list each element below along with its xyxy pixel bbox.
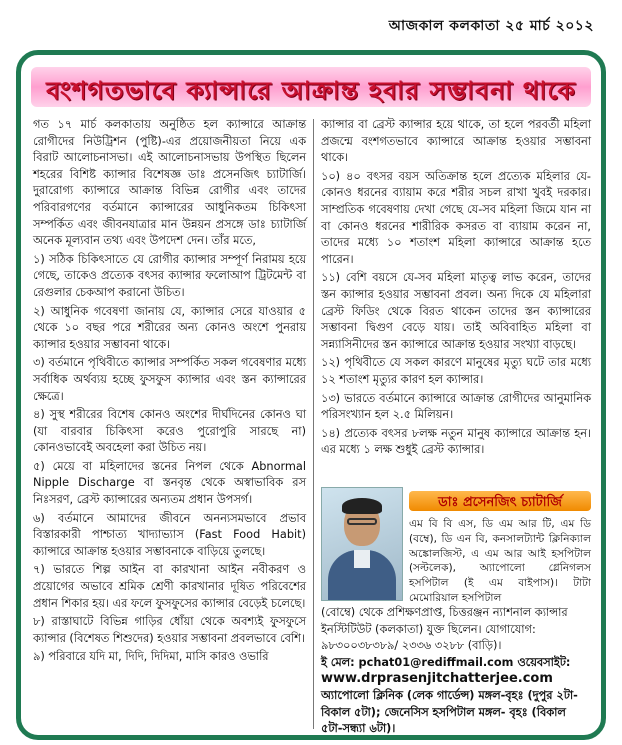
right-paragraph: ১২) পৃথিবীতে যে সকল কারণে মানুষের মৃত্যু ঘটে তার মধ্যে ১২ শতাংশ মৃত্যুর কারণ হল ক্যান্সার। [321,356,591,386]
doctor-name: ডাঃ প্রসেনজিৎ চ্যাটার্জি [438,495,562,510]
article-frame [16,50,606,740]
website-link[interactable]: www.drprasenjitchatterjee.com [321,671,553,687]
right-paragraph: ১১) বেশি বয়সে যে-সব মহিলা মাতৃত্ব লাভ করেন, তাদের স্তন ক্যান্সার হওয়ার সম্ভাবনা প্রবল। অন্য দিকে যে মহিলারা ব্রেস্ট ফিডিং থেকে বিরত থাকেন তাদের স্তন ক্যান্সারের সম্ভাবনা দ্বিগুণ বেড়ে যায়। তাই অবিবাহিত মহিলা বা সন্ন্যাসিনীদের স্তন ক্যান্সারে আক্রান্ত হওয়ার সংখ্যা বাড়ছে। [321,271,591,351]
headline-highlight [31,67,591,107]
training-text: (বোম্বে) থেকে প্রশিক্ষণপ্রাপ্ত, চিত্তরঞ্জন ন্যাশনাল ক্যান্সার ইনস্টিটিউট (কলকাতা) যুক্ত ছিলেন। যোগাযোগ: ৯৮৩০০৩৮৩৮৯/ ২৩৩৬ ৩২৮৮ (বাড়ি)। [321,606,568,653]
newspaper-masthead: আজকাল কলকাতা ২৫ মার্চ ২০১২ [388,18,594,34]
left-paragraph: ৫) মেয়ে বা মহিলাদের স্তনের নিপল থেকে Abnormal Nipple Discharge বা স্তনবৃন্ত থেকে অস্বাভাবিক রস নিঃসরণ, ব্রেস্ট ক্যান্সারের অন্যতম প্রধান উপসর্গ। [33,459,306,507]
doctor-name-banner [409,491,591,511]
right-paragraph: ১৩) ভারতে বর্তমানে ক্যান্সারে আক্রান্ত রোগীদের আনুমানিক পরিসংখ্যান হল ২.৫ মিলিয়ন। [321,391,591,422]
right-paragraph: ১৪) প্রত্যেক বৎসর ৮লক্ষ নতুন মানুষ ক্যান্সারে আক্রান্ত হন। এর মধ্যে ১ লক্ষ শুধুই ব্রেস্ট ক্যান্সার। [321,426,591,457]
left-paragraph: ৪) সুস্থ শরীরের বিশেষ কোনও অংশের দীর্ঘদিনের কোনও ঘা (যা বারবার চিকিৎসা করেও পুরোপুরি সারছে না) কোনওভাবেই অবহেলা করা উচিত নয়। [33,408,306,455]
left-paragraph: ৯) পরিবারে যদি মা, দিদি, দিদিমা, মাসি কারও ওভারি [33,650,269,664]
left-column [33,117,306,668]
left-paragraph: গত ১৭ মার্চ কলকাতায় অনুষ্ঠিত হল ক্যান্সারে আক্রান্ত রোগীদের নিউট্রিশন (পুষ্টি)-এর প্রয়োজনীয়তা নিয়ে এক বিরাট আলোচনাসভা। এই আলোচনাসভায় উপস্থিত ছিলেন শহরের বিশিষ্ট ক্যান্সার বিশেষজ্ঞ ডাঃ প্রসেনজিৎ চ্যাটার্জি। দুরারোগ্য ক্যান্সারে আক্রান্ত বিভিন্ন রোগীর এবং তাদের পরিবারগণের বর্তমানে ক্যান্সারের আধুনিকতম চিকিৎসা সম্পর্কিত এবং জীবনযাত্রার মান উন্নয়ন প্রসঙ্গে ডাঃ চ্যাটার্জি অনেক মূল্যবান তথ্য এবং উপদেশ দেন। তাঁর মতে, [33,118,306,248]
doctor-portrait-icon [321,487,403,601]
doctor-profile [321,487,591,605]
left-paragraph: ৭) ভারতে শিল্প আইন বা কারখানা আইন নবীকরণ ও প্রয়োগের অভাবে শ্রমিক শ্রেণী কারখানার দূষিত পরিবেশের প্রধান শিকার হয়। এর ফলে ফুসফুসের ক্যান্সার বেড়েই চলেছে। [33,563,306,610]
left-paragraph: ২) আধুনিক গবেষণা জানায় যে, ক্যান্সার সেরে যাওয়ার ৫ থেকে ১০ বছর পরে শরীরের অন্য কোনও অংশে পুনরায় ক্যান্সার হওয়ার সম্ভাবনা থাকে। [33,304,306,351]
right-column [321,117,591,461]
left-paragraph: ৮) রাস্তাঘাটে বিভিন্ন গাড়ির ধোঁয়া থেকে অবশ্যই ফুসফুসে ক্যান্সার (বিশেষত শিশুদের) হওয়ার সম্ভাবনা প্রবলভাবে বেশি। [33,615,306,645]
left-paragraph: ৩) বর্তমানে পৃথিবীতে ক্যান্সার সম্পর্কিত সকল গবেষণার মধ্যে সর্বাধিক অর্থব্যয় হচ্ছে ফুসফুস ক্যান্সার এবং স্তন ক্যান্সারের ক্ষেত্রে। [33,356,306,403]
column-divider [313,119,314,729]
email-text[interactable]: ই মেল: pchat01@rediffmail.com ওয়েবসাইট: [321,655,571,669]
right-paragraph: ১০) ৪০ বৎসর বয়স অতিক্রান্ত হলে প্রত্যেক মহিলার যে-কোনও ধরনের ব্যায়াম করে শরীর সচল রাখা খুবই দরকার। সাম্প্রতিক গবেষণায় দেখা গেছে যে-সব মহিলা জিমে যান না বা কোনও ধরনের শারীরিক কসরত বা ব্যায়াম করেন না, তাদের মধ্যে ১০ শতাংশ মহিলা ক্যান্সারে আক্রান্ত হতে পারেন। [321,169,591,266]
left-paragraph: ৬) বর্তমানে আমাদের জীবনে অনন্যসমভাবে প্রভাব বিস্তারকারী পাশ্চাত্য খাদ্যাভ্যাস (Fast Food Habit) ক্যান্সারে আক্রান্ত হওয়ার সম্ভাবনাকে বাড়িয়ে তুলছে। [33,511,306,558]
left-paragraph: ১) সঠিক চিকিৎসাতে যে রোগীর ক্যান্সার সম্পূর্ণ নিরাময় হয়ে গেছে, তাকেও প্রত্যেক বৎসর ক্যান্সার ফলোআপ ট্রিটমেন্ট বা রেগুলার চেকআপ করানো উচিত। [33,252,306,299]
right-paragraph: ক্যান্সার বা ব্রেস্ট ক্যান্সার হয়ে থাকে, তা হলে পরবর্তী মহিলা প্রজন্মে বংশগতভাবে ক্যান্সারে আক্রান্ত হওয়ার সম্ভাবনা থাকে। [321,118,591,165]
article-headline: বংশগতভাবে ক্যান্সারে আক্রান্ত হবার সম্ভাবনা থাকে [46,76,576,105]
clinic-hours: অ্যাপোলো ক্লিনিক (লেক গার্ডেন্স) মঙ্গল-বৃহঃ (দুপুর ২টা-বিকাল ৫টা); জেনেসিস হসপিটাল মঙ্গল- বৃহঃ (বিকাল ৫টা-সন্ধ্যা ৬টা)। [321,688,578,736]
contact-block [321,605,591,738]
doctor-qualifications: এম বি বি এস, ডি এম আর টি, এম ডি (বম্বে), ডি এন বি, কনসালট্যান্ট ক্লিনিক্যাল অঙ্কোলজিস্ট, এ এম আর আই হসপিটাল (সল্টলেক), অ্যাপোলো গ্লেনিগলস হসপিটাল (ই এম বাইপাস)। টাটা মেমোরিয়াল হসপিটাল [409,518,591,604]
